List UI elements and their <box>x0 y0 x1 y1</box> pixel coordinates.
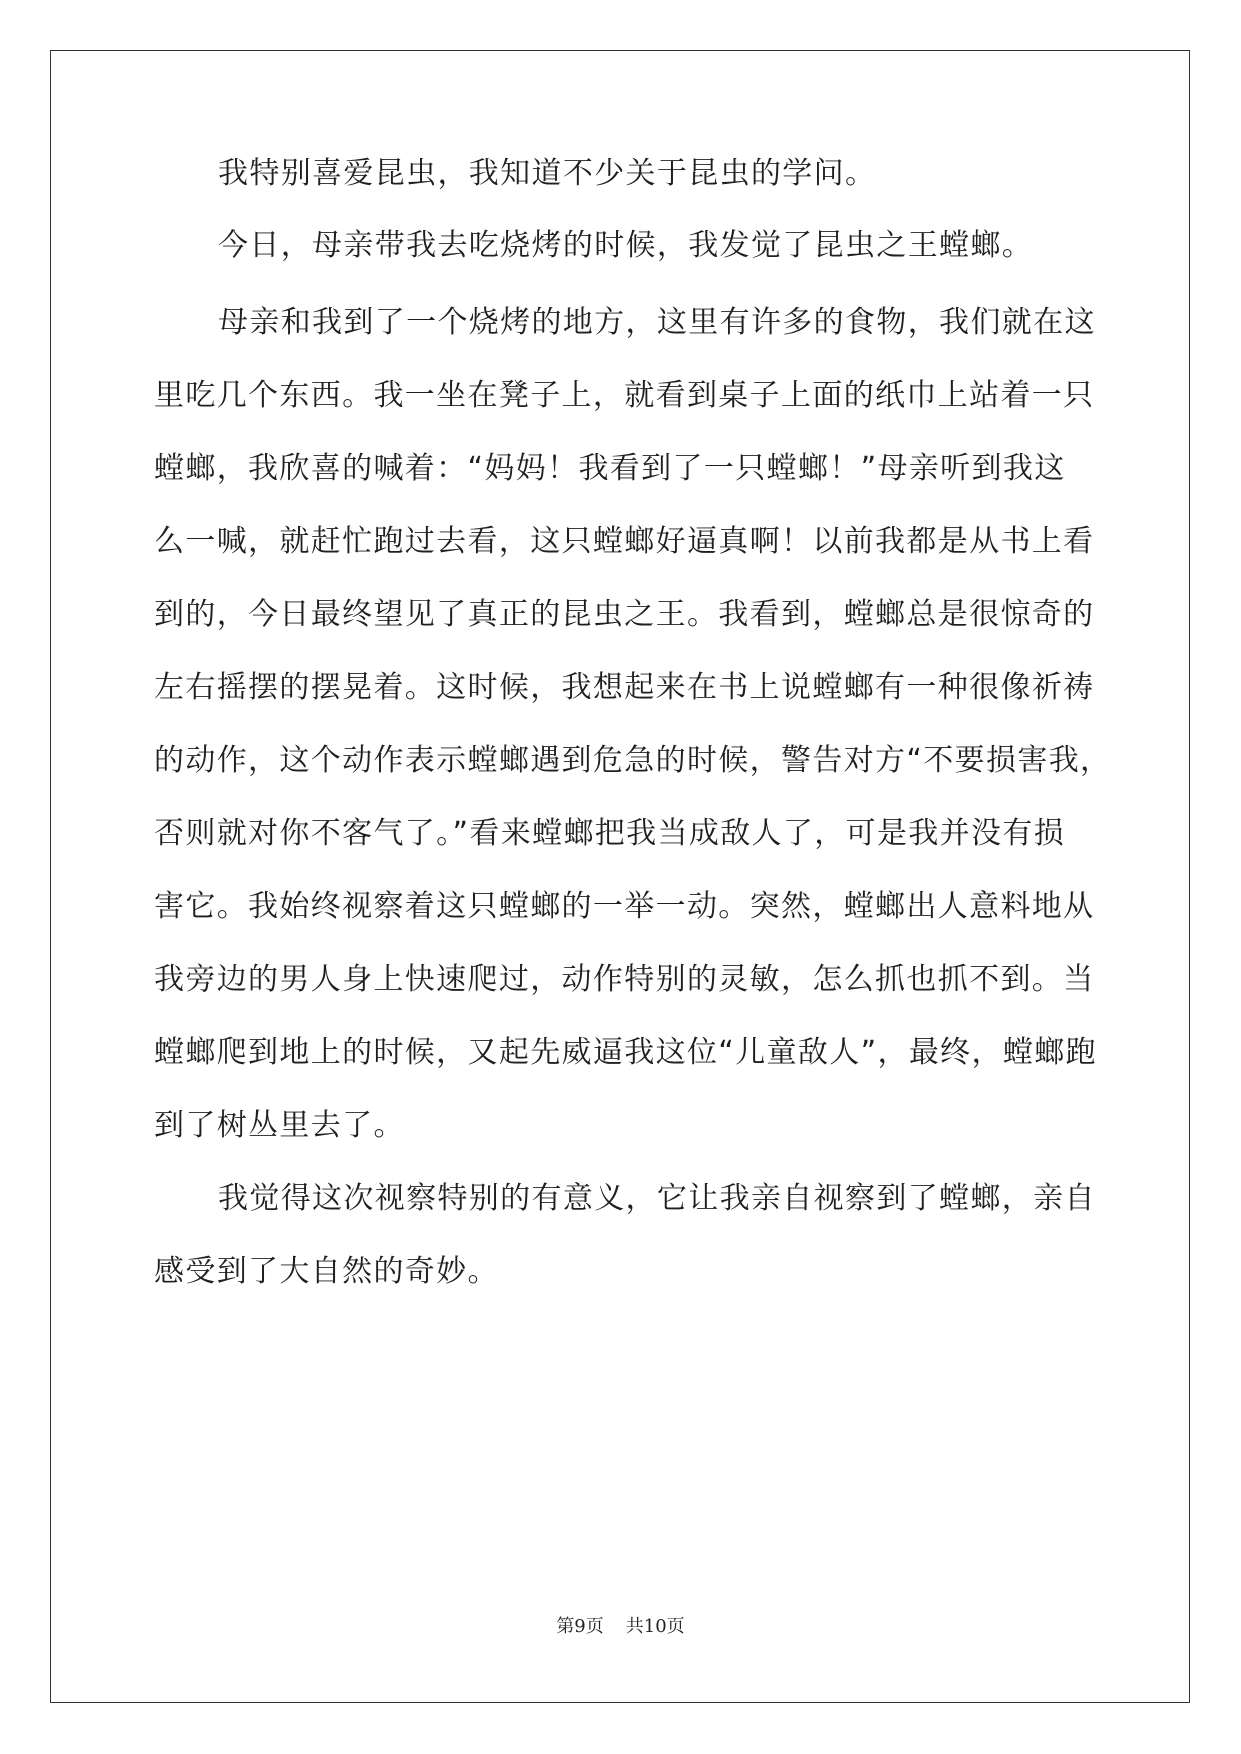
paragraph-3-line-8: 否则就对你不客气了。”看来螳螂把我当成敌人了，可是我并没有损 <box>154 816 1066 851</box>
page-border <box>50 50 1190 1703</box>
page-footer <box>0 1612 1241 1638</box>
paragraph-3-line-11: 螳螂爬到地上的时候，又起先威逼我这位“儿童敌人”，最终，螳螂跑 <box>154 1035 1097 1070</box>
paragraph-1-line-1: 我特别喜爱昆虫，我知道不少关于昆虫的学问。 <box>218 156 877 191</box>
paragraph-3-line-3: 螳螂，我欣喜的喊着：“妈妈！我看到了一只螳螂！”母亲听到我这 <box>154 451 1066 486</box>
paragraph-3-line-7: 的动作，这个动作表示螳螂遇到危急的时候，警告对方“不要损害我， <box>154 743 1112 778</box>
page-total: 共10页 <box>625 1616 685 1637</box>
paragraph-3-line-1: 母亲和我到了一个烧烤的地方，这里有许多的食物，我们就在这 <box>218 305 1096 340</box>
paragraph-3-line-4: 么一喊，就赶忙跑过去看，这只螳螂好逼真啊！以前我都是从书上看 <box>154 524 1095 559</box>
paragraph-3-line-6: 左右摇摆的摆晃着。这时候，我想起来在书上说螳螂有一种很像祈祷 <box>154 670 1095 705</box>
paragraph-4-line-2: 感受到了大自然的奇妙。 <box>154 1254 499 1289</box>
paragraph-4-line-1: 我觉得这次视察特别的有意义，它让我亲自视察到了螳螂，亲自 <box>218 1181 1096 1216</box>
paragraph-3-line-12: 到了树丛里去了。 <box>154 1108 405 1143</box>
page-number: 第9页 <box>556 1616 604 1637</box>
paragraph-3-line-9: 害它。我始终视察着这只螳螂的一举一动。突然，螳螂出人意料地从 <box>154 889 1095 924</box>
paragraph-3-line-5: 到的，今日最终望见了真正的昆虫之王。我看到，螳螂总是很惊奇的 <box>154 597 1095 632</box>
paragraph-3-line-10: 我旁边的男人身上快速爬过，动作特别的灵敏，怎么抓也抓不到。当 <box>154 962 1095 997</box>
paragraph-2-line-1: 今日，母亲带我去吃烧烤的时候，我发觉了昆虫之王螳螂。 <box>218 228 1034 263</box>
paragraph-3-line-2: 里吃几个东西。我一坐在凳子上，就看到桌子上面的纸巾上站着一只 <box>154 378 1095 413</box>
